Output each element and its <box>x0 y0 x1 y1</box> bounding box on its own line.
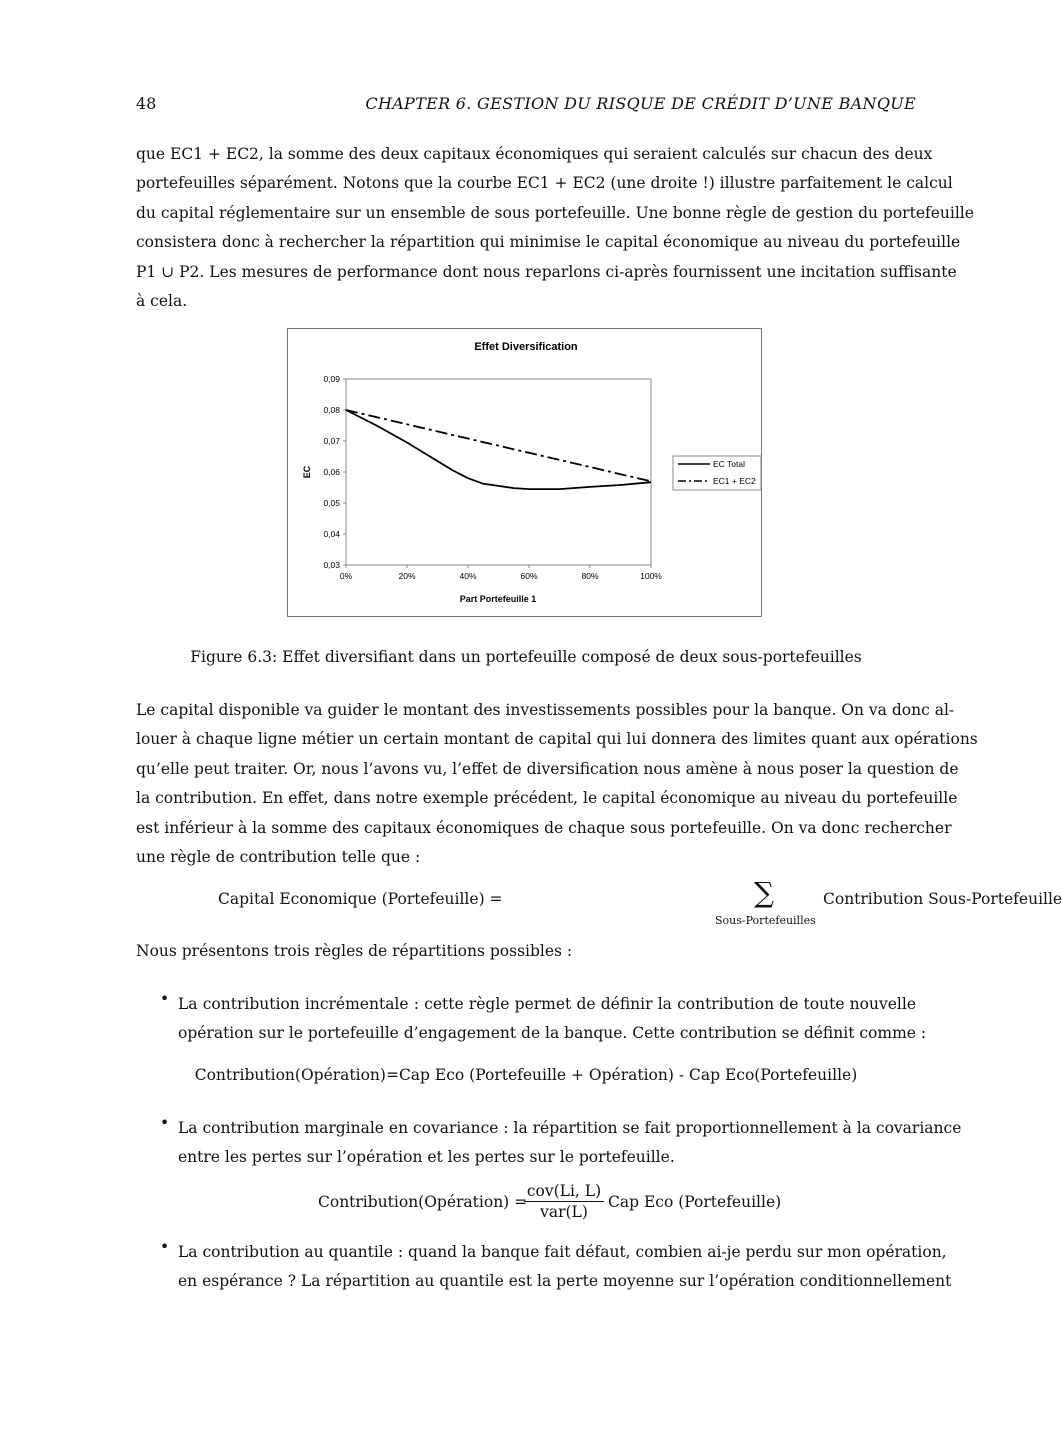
text-line: La contribution marginale en covariance : la répartition se fait proportionnellement à la covariance <box>178 1119 962 1137</box>
chart-svg <box>288 329 763 618</box>
sigma-symbol: ∑ <box>754 876 774 909</box>
fraction <box>524 1182 604 1221</box>
text-line: La contribution incrémentale : cette règle permet de définir la contribution de toute nouvelle <box>178 995 916 1013</box>
paragraph-rules <box>136 937 916 966</box>
chart-title: Effet Diversification <box>474 341 578 353</box>
x-tick-label: 40% <box>459 571 477 581</box>
equation-lhs: Contribution(Opération) = <box>318 1193 528 1211</box>
fraction-denominator: var(L) <box>540 1203 588 1221</box>
running-head: CHAPTER 6. GESTION DU RISQUE DE CRÉDIT D’UNE BANQUE <box>365 94 916 113</box>
text-line: opération sur le portefeuille d’engagement de la banque. Cette contribution se définit comme : <box>178 1024 927 1043</box>
series-line-ec-total <box>346 410 651 489</box>
sigma-subscript: Sous-Portefeuilles <box>715 914 816 927</box>
list-item-quantile <box>178 1238 952 1297</box>
text-line: du capital réglementaire sur un ensemble de sous portefeuille. Une bonne règle de gestion du portefeuille <box>136 203 974 222</box>
x-tick-label: 80% <box>581 571 599 581</box>
series-group <box>346 410 651 489</box>
y-tick-label: 0,03 <box>323 560 340 570</box>
text-line: en espérance ? La répartition au quantile est la perte moyenne sur l’opération conditionnellement <box>178 1272 952 1291</box>
text-line: que EC1 + EC2, la somme des deux capitaux économiques qui seraient calculés sur chacun des deux <box>136 145 933 163</box>
y-tick-label: 0,09 <box>323 374 340 384</box>
x-axis <box>340 565 662 581</box>
text-line: louer à chaque ligne métier un certain montant de capital qui lui donnera des limites quant aux opérations <box>136 730 978 749</box>
bullet-symbol: • <box>160 990 170 1008</box>
text-line: Le capital disponible va guider le montant des investissements possibles pour la banque. On va donc al- <box>136 701 955 719</box>
text-line: consistera donc à rechercher la répartition qui minimise le capital économique au niveau du portefeuille <box>136 233 961 252</box>
equation-lhs: Capital Economique (Portefeuille) = <box>218 890 503 908</box>
text-line: la contribution. En effet, dans notre exemple précédent, le capital économique au niveau du portefeuille <box>136 789 958 808</box>
legend-label-ec-total: EC Total <box>713 459 745 469</box>
legend-label-ec1-ec2: EC1 + EC2 <box>713 476 756 486</box>
paragraph-capital <box>136 696 978 872</box>
text-line: La contribution au quantile : quand la banque fait défaut, combien ai-je perdu sur mon opération, <box>178 1243 947 1261</box>
series-line-ec1-ec2 <box>346 410 651 481</box>
plot-area <box>346 379 651 565</box>
x-tick-label: 100% <box>640 571 662 581</box>
x-tick-label: 60% <box>520 571 538 581</box>
list-item-covariance <box>178 1114 962 1173</box>
text-line: est inférieur à la somme des capitaux économiques de chaque sous portefeuille. On va donc rechercher <box>136 818 952 837</box>
y-tick-label: 0,07 <box>323 436 340 446</box>
fraction-numerator: cov(Li, L) <box>524 1182 604 1202</box>
text-line: à cela. <box>136 292 188 311</box>
text-line: P1 ∪ P2. Les mesures de performance dont nous reparlons ci-après fournissent une incitation suffisante <box>136 262 957 281</box>
equation-covariance <box>318 1182 788 1226</box>
page-number: 48 <box>136 94 157 113</box>
x-axis-label: Part Portefeuille 1 <box>459 594 537 604</box>
y-axis-label: EC <box>302 465 312 479</box>
bullet-symbol: • <box>160 1114 170 1132</box>
text-line: portefeuilles séparément. Notons que la courbe EC1 + EC2 (une droite !) illustre parfaitement le calcul <box>136 174 953 193</box>
y-tick-label: 0,06 <box>323 467 340 477</box>
list-item-incremental <box>178 990 927 1049</box>
figure-chart <box>287 328 762 617</box>
equation-rhs: Cap Eco (Portefeuille) <box>608 1193 782 1211</box>
legend <box>673 456 761 490</box>
x-tick-label: 0% <box>339 571 353 581</box>
y-tick-label: 0,08 <box>323 405 340 415</box>
equation-rhs: Contribution Sous-Portefeuille <box>823 890 1062 908</box>
bullet-symbol: • <box>160 1238 170 1256</box>
paragraph-intro <box>136 140 974 316</box>
x-tick-label: 20% <box>398 571 416 581</box>
text-line: entre les pertes sur l’opération et les pertes sur le portefeuille. <box>178 1148 675 1167</box>
text-line: une règle de contribution telle que : <box>136 848 421 867</box>
text-line: Nous présentons trois règles de répartitions possibles : <box>136 942 573 960</box>
figure-caption: Figure 6.3: Effet diversifiant dans un portefeuille composé de deux sous-portefeuilles <box>190 648 862 666</box>
y-axis <box>323 374 346 570</box>
y-tick-label: 0,04 <box>323 529 340 539</box>
text-line: qu’elle peut traiter. Or, nous l’avons vu, l’effet de diversification nous amène à nous poser la question de <box>136 759 959 778</box>
y-tick-label: 0,05 <box>323 498 340 508</box>
equation-sum <box>218 876 1062 930</box>
equation-incremental: Contribution(Opération)=Cap Eco (Portefeuille + Opération) - Cap Eco(Portefeuille) <box>194 1066 858 1084</box>
